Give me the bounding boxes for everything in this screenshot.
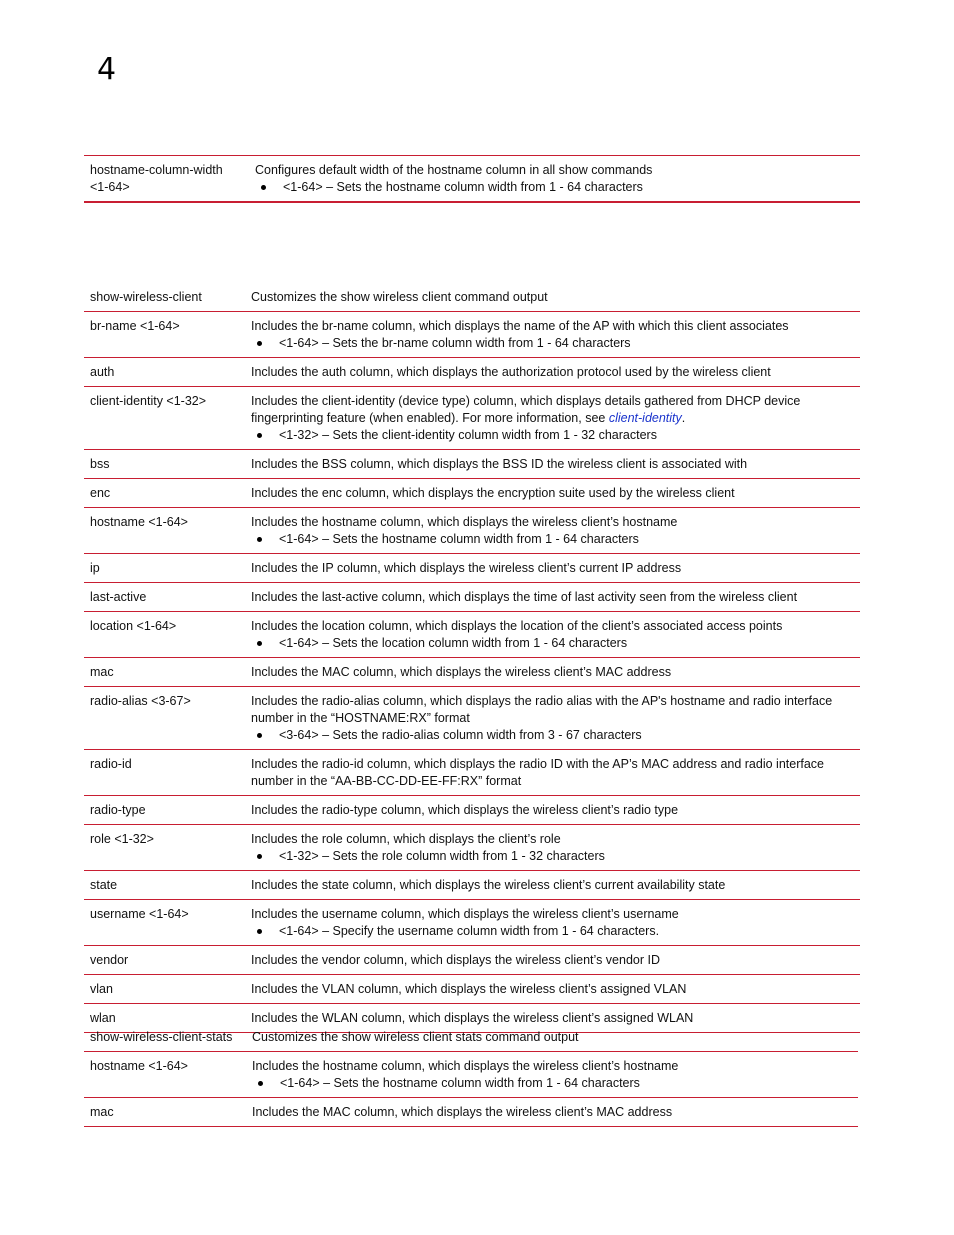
desc-cell bbox=[245, 312, 860, 358]
desc-cell bbox=[245, 658, 860, 687]
table-row bbox=[84, 658, 860, 687]
desc-text: Includes the hostname column, which displays the wireless client’s hostname bbox=[252, 1059, 679, 1073]
table-row bbox=[84, 975, 860, 1004]
hostname-width-table bbox=[84, 155, 860, 203]
desc-cell bbox=[245, 554, 860, 583]
param-cell: state bbox=[84, 871, 245, 900]
table-row bbox=[84, 479, 860, 508]
param-cell: mac bbox=[84, 658, 245, 687]
table-row bbox=[84, 450, 860, 479]
bullet-item: <1-64> – Sets the location column width from 1 - 64 characters bbox=[251, 635, 854, 652]
desc-text: Customizes the show wireless client command output bbox=[251, 290, 548, 304]
param-cell: client-identity <1-32> bbox=[84, 387, 245, 450]
show-wireless-client-stats-table bbox=[84, 1023, 858, 1127]
desc-text: Includes the radio-alias column, which displays the radio alias with the AP's hostname and radio interface number in the “HOSTNAME:RX” format bbox=[251, 694, 833, 725]
bullet-item: <1-32> – Sets the client-identity column width from 1 - 32 characters bbox=[251, 427, 854, 444]
desc-cell bbox=[245, 358, 860, 387]
table-row bbox=[84, 156, 860, 203]
desc-text: Includes the state column, which displays the wireless client’s current availability state bbox=[251, 878, 726, 892]
param-cell: radio-alias <3-67> bbox=[84, 687, 245, 750]
param-cell: location <1-64> bbox=[84, 612, 245, 658]
desc-cell bbox=[245, 825, 860, 871]
desc-text: Includes the radio-type column, which displays the wireless client’s radio type bbox=[251, 803, 679, 817]
table-row bbox=[84, 1098, 858, 1127]
param-cell: wlan bbox=[84, 1004, 245, 1033]
desc-cell bbox=[246, 1098, 858, 1127]
table-row bbox=[84, 508, 860, 554]
param-cell: show-wireless-client bbox=[84, 283, 245, 312]
desc-cell bbox=[245, 583, 860, 612]
table-row bbox=[84, 825, 860, 871]
param-cell: show-wireless-client-stats bbox=[84, 1023, 246, 1052]
table-row bbox=[84, 583, 860, 612]
desc-text: Configures default width of the hostname column in all show commands bbox=[255, 163, 653, 177]
table-row bbox=[84, 946, 860, 975]
param-cell: hostname <1-64> bbox=[84, 508, 245, 554]
desc-text: Includes the role column, which displays the client’s role bbox=[251, 832, 561, 846]
param-cell: auth bbox=[84, 358, 245, 387]
desc-cell bbox=[245, 387, 860, 450]
table-row bbox=[84, 387, 860, 450]
desc-text: Includes the last-active column, which displays the time of last activity seen from the wireless client bbox=[251, 590, 798, 604]
table-row bbox=[84, 900, 860, 946]
param-cell: enc bbox=[84, 479, 245, 508]
show-wireless-client-table bbox=[84, 283, 860, 1033]
table-row bbox=[84, 358, 860, 387]
param-cell: br-name <1-64> bbox=[84, 312, 245, 358]
bullet-item: <1-64> – Sets the hostname column width from 1 - 64 characters bbox=[255, 179, 854, 196]
desc-cell bbox=[245, 900, 860, 946]
param-cell: radio-type bbox=[84, 796, 245, 825]
desc-text: Includes the VLAN column, which displays the wireless client’s assigned VLAN bbox=[251, 982, 687, 996]
param-cell: mac bbox=[84, 1098, 246, 1127]
param-cell: vendor bbox=[84, 946, 245, 975]
desc-cell bbox=[245, 450, 860, 479]
chapter-number: 4 bbox=[97, 52, 117, 87]
desc-text: Includes the IP column, which displays the wireless client’s current IP address bbox=[251, 561, 682, 575]
bullet-item: <1-64> – Sets the hostname column width from 1 - 64 characters bbox=[251, 531, 854, 548]
table-row bbox=[84, 750, 860, 796]
desc-cell bbox=[245, 975, 860, 1004]
table-row bbox=[84, 687, 860, 750]
param-cell: radio-id bbox=[84, 750, 245, 796]
desc-cell bbox=[245, 508, 860, 554]
desc-text-pre: Includes the client-identity (device type) column, which displays details gathered from DHCP device fingerprinting feature (when enabled). For more information, see bbox=[251, 394, 801, 425]
table-row bbox=[84, 554, 860, 583]
desc-cell bbox=[245, 750, 860, 796]
desc-text: Includes the username column, which displays the wireless client’s username bbox=[251, 907, 679, 921]
desc-text: Includes the location column, which displays the location of the client’s associated access points bbox=[251, 619, 783, 633]
desc-text bbox=[251, 393, 854, 427]
param-cell: ip bbox=[84, 554, 245, 583]
desc-cell bbox=[245, 479, 860, 508]
table-row bbox=[84, 1023, 858, 1052]
table-row bbox=[84, 796, 860, 825]
param-cell: last-active bbox=[84, 583, 245, 612]
desc-text: Includes the hostname column, which displays the wireless client’s hostname bbox=[251, 515, 678, 529]
bullet-item: <1-64> – Sets the br-name column width from 1 - 64 characters bbox=[251, 335, 854, 352]
client-identity-link[interactable]: client-identity bbox=[608, 411, 682, 425]
param-cell: bss bbox=[84, 450, 245, 479]
desc-text: Includes the WLAN column, which displays the wireless client’s assigned WLAN bbox=[251, 1011, 694, 1025]
param-cell: hostname-column-width <1-64> bbox=[84, 156, 249, 203]
desc-text: Includes the BSS column, which displays the BSS ID the wireless client is associated with bbox=[251, 457, 748, 471]
table-row bbox=[84, 283, 860, 312]
desc-cell bbox=[245, 946, 860, 975]
table-row bbox=[84, 612, 860, 658]
desc-cell bbox=[246, 1052, 858, 1098]
desc-cell bbox=[245, 687, 860, 750]
table-row bbox=[84, 1052, 858, 1098]
desc-text: Includes the br-name column, which displays the name of the AP with which this client associates bbox=[251, 319, 789, 333]
desc-text: Includes the MAC column, which displays the wireless client’s MAC address bbox=[252, 1105, 673, 1119]
table-row bbox=[84, 312, 860, 358]
desc-cell bbox=[245, 796, 860, 825]
param-cell: vlan bbox=[84, 975, 245, 1004]
bullet-item: <1-64> – Specify the username column width from 1 - 64 characters. bbox=[251, 923, 854, 940]
param-cell: username <1-64> bbox=[84, 900, 245, 946]
param-cell: hostname <1-64> bbox=[84, 1052, 246, 1098]
desc-text: Includes the MAC column, which displays the wireless client’s MAC address bbox=[251, 665, 672, 679]
desc-text: Includes the enc column, which displays the encryption suite used by the wireless client bbox=[251, 486, 735, 500]
desc-text: Includes the radio-id column, which displays the radio ID with the AP’s MAC address and radio interface number in the “AA-BB-CC-DD-EE-FF:RX” format bbox=[251, 757, 824, 788]
desc-cell bbox=[245, 871, 860, 900]
desc-cell bbox=[245, 612, 860, 658]
bullet-item: <1-32> – Sets the role column width from 1 - 32 characters bbox=[251, 848, 854, 865]
desc-text: Includes the vendor column, which displays the wireless client’s vendor ID bbox=[251, 953, 660, 967]
desc-text: Customizes the show wireless client stats command output bbox=[252, 1030, 579, 1044]
table-row bbox=[84, 871, 860, 900]
desc-text-post: . bbox=[681, 411, 686, 425]
bullet-item: <1-64> – Sets the hostname column width from 1 - 64 characters bbox=[252, 1075, 852, 1092]
desc-cell bbox=[249, 156, 860, 203]
desc-text: Includes the auth column, which displays the authorization protocol used by the wireless client bbox=[251, 365, 771, 379]
desc-cell bbox=[245, 283, 860, 312]
param-cell: role <1-32> bbox=[84, 825, 245, 871]
desc-cell bbox=[246, 1023, 858, 1052]
bullet-item: <3-64> – Sets the radio-alias column width from 3 - 67 characters bbox=[251, 727, 854, 744]
